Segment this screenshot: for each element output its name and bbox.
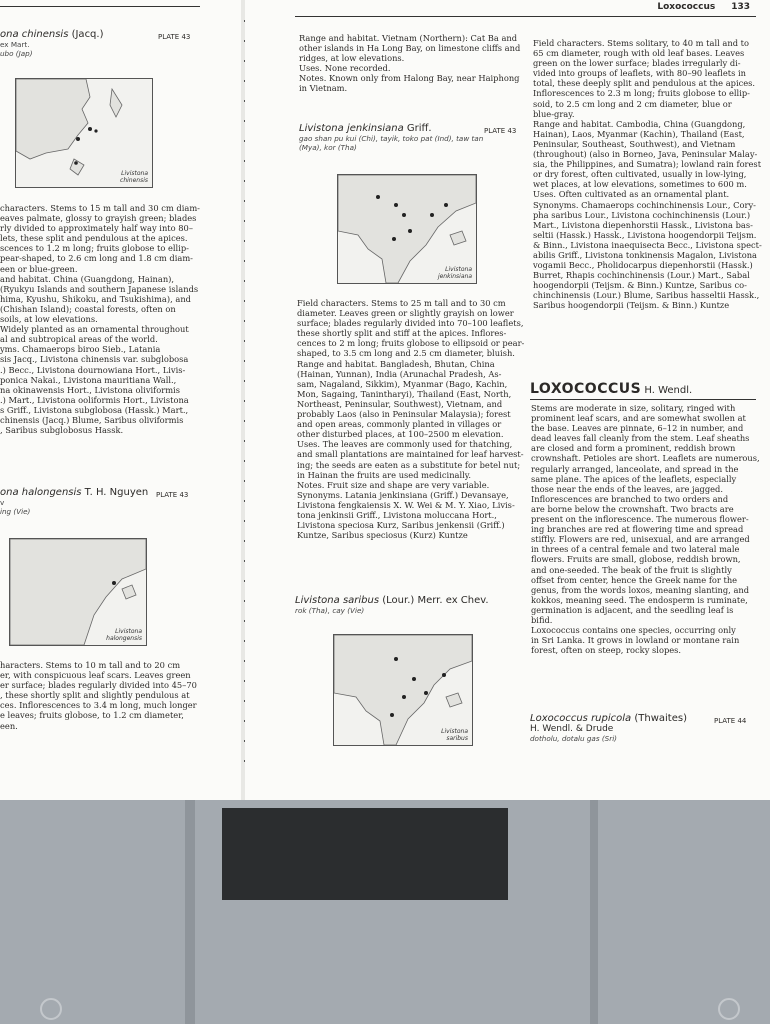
text-line: prominent leaf scars, and are somewhat swollen at	[531, 413, 746, 424]
text-line: lets, these split and pendulous at the apices.	[0, 233, 188, 244]
text-line: kokkos, meaning seed. The endosperm is ruminate,	[531, 594, 748, 605]
text-line: yms. Chamaerops biroo Sieb., Latania	[0, 344, 161, 355]
text-line: sis Jacq., Livistona chinensis var. subglobosa	[0, 354, 189, 365]
text-line: Notes. Known only from Halong Bay, near Haiphong	[299, 73, 520, 84]
text-line: scences to 1.2 m long; fruits globose to ellip-	[0, 243, 189, 254]
text-line: (Ryukyu Islands and southern Japanese islands	[0, 283, 199, 294]
text-line: na okinawensis Hort., Livistona oliviformis	[0, 384, 180, 395]
species-author: (Lour.) Merr. ex Chev.	[379, 595, 489, 606]
text-line: (Hainan, Yunnan), India (Arunachal Pradesh, As-	[297, 368, 502, 379]
scanner-screw-icon	[718, 998, 740, 1020]
text-line: er, with conspicuous leaf scars. Leaves green	[0, 670, 191, 681]
text-line: 65 cm diameter, rough with old leaf bases. Leaves	[533, 48, 745, 59]
text-line: green on the lower surface; blades irregularly di-	[533, 58, 741, 69]
text-line: Mon, Sagaing, Tanintharyi), Thailand (East, North,	[297, 388, 512, 399]
text-line: Loxococcus contains one species, occurring only	[531, 625, 736, 636]
text-line: (Chishan Island); coastal forests, often on	[0, 303, 176, 314]
text-line: probably Laos (also in Peninsular Malaysia); forest	[297, 409, 511, 420]
text-line: & Binn., Livistona inaequisecta Becc., Livistona spect-	[533, 239, 762, 250]
text-line: in threes of a central female and two lateral male	[531, 544, 740, 555]
species-author: Griff.	[403, 123, 432, 134]
species-name: ona halongensis	[0, 487, 82, 498]
left-page	[0, 0, 243, 800]
text-line: diameter. Leaves green or slightly grayish on lower	[297, 308, 514, 319]
text-line: Saribus hoogendorpii (Teijsm. & Binn.) Kuntze	[533, 300, 730, 311]
species-name: Livistona saribus	[295, 595, 380, 606]
scanner-screw-icon	[40, 998, 62, 1020]
distribution-map	[15, 78, 153, 188]
vernacular-names: ing (Vie)	[0, 507, 31, 517]
text-line: Livistona fengkaiensis X. W. Wei & M. Y. Xiao, Livis-	[297, 499, 515, 510]
text-line: Burret, Rhapis cochinchinensis (Lour.) Mart., Sabal	[533, 270, 750, 281]
text-line: Peninsular, Southeast, Southwest), and Vietnam	[533, 138, 736, 149]
text-line: dead leaves fall cleanly from the stem. Leaf sheaths	[531, 433, 750, 444]
text-line: ces. Inflorescences to 3.4 m long, much longer	[0, 700, 197, 711]
vernacular-names: ubo (Jap)	[0, 49, 33, 59]
text-line: pear-shaped, to 2.6 cm long and 1.8 cm diam-	[0, 253, 193, 264]
text-line: other islands in Ha Long Bay, on limestone cliffs and	[299, 43, 521, 54]
species-heading-chinensis	[0, 30, 150, 58]
species-description-saribus	[533, 38, 762, 311]
text-line: Notes. Fruit size and shape are very variable.	[297, 479, 490, 490]
genus-author: H. Wendl.	[641, 385, 693, 396]
text-line: (throughout) (also in Borneo, Java, Peninsular Malay-	[533, 149, 758, 160]
text-line: the base. Leaves are pinnate, 6–12 in number, and	[531, 423, 744, 434]
vernacular-names: gao shan pu kui (Chi), tayik, toko pat (Ind), taw tan	[299, 134, 484, 144]
text-line: crownshaft. Petioles are short. Leaflets are numerous,	[531, 453, 760, 464]
species-name: Livistona jenkinsiana	[299, 123, 404, 134]
map-caption: Livistona chinensis	[120, 170, 148, 184]
distribution-map	[333, 634, 473, 746]
text-line: ing branches are red at flowering time and spread	[531, 524, 744, 535]
text-line: pha saribus Lour., Livistona cochinchinensis (Lour.)	[533, 209, 751, 220]
species-author-line: ex Mart.	[0, 40, 30, 50]
text-line: , Saribus subglobosus Hassk.	[0, 425, 124, 436]
vernacular-names: (Mya), kor (Tha)	[299, 143, 357, 153]
text-line: and small plantations are maintained for leaf harvest-	[297, 449, 524, 460]
scanner-bed	[0, 800, 770, 1024]
species-author: (Jacq.)	[68, 29, 104, 40]
text-line: , these shortly split and slightly pendulous at	[0, 690, 190, 701]
species-heading-saribus	[295, 596, 515, 615]
text-line: eaves palmate, glossy to grayish green; blades	[0, 213, 197, 224]
text-line: sam, Nagaland, Sikkim), Myanmar (Bago, Kachin,	[297, 378, 508, 389]
scanner-gap	[590, 800, 598, 1024]
species-heading-halongensis	[0, 488, 160, 516]
text-line: hoogendorpii (Teijsm. & Binn.) Kuntze, Saribus co-	[533, 280, 747, 291]
text-line: other disturbed places, at 100–2500 m elevation.	[297, 429, 504, 440]
plate-ref: PLATE 43	[484, 127, 517, 135]
text-line: Uses. None recorded.	[299, 63, 391, 74]
text-line: stiffly. Flowers are red, unisexual, and are arranged	[531, 534, 750, 545]
text-line: shaped, to 3.5 cm long and 2.5 cm diameter, bluish.	[297, 348, 515, 359]
running-header	[657, 2, 750, 12]
text-line: haracters. Stems to 10 m tall and to 20 cm	[0, 660, 181, 670]
text-line: surface; blades regularly divided into 70–100 leaflets,	[297, 318, 524, 329]
text-line: Northeast, Peninsular, Southwest), Vietnam, and	[297, 398, 503, 409]
text-line: Synonyms. Chamaerops cochinchinensis Lour., Cory-	[533, 199, 756, 210]
text-line: those near the ends of the leaves, are jagged.	[531, 483, 723, 494]
text-line: Stems are moderate in size, solitary, ringed with	[531, 403, 736, 413]
plate-ref: PLATE 43	[156, 491, 189, 499]
species-author: T. H. Nguyen	[81, 487, 149, 498]
running-title: Loxococcus	[657, 2, 716, 12]
text-line: Range and habitat. Vietnam (Northern): Cat Ba and	[299, 33, 518, 43]
text-line: seltii (Hassk.) Hassk., Livistona hoogendorpii Teijsm.	[533, 229, 757, 240]
text-line: Range and habitat. Bangladesh, Bhutan, China	[297, 358, 495, 369]
species-author: (Thwaites)	[631, 713, 687, 724]
rule	[0, 6, 200, 7]
text-line: cences to 2 m long; fruits globose to ellipsoid or pear-	[297, 338, 525, 349]
text-line: Field characters. Stems to 25 m tall and to 30 cm	[297, 298, 506, 308]
genus-description	[531, 403, 761, 655]
text-line: een or blue-green.	[0, 263, 78, 274]
text-line: ridges, at low elevations.	[299, 53, 405, 64]
text-line: chinchinensis (Lour.) Blume, Saribus hasseltii Hassk.,	[533, 290, 760, 301]
text-line: bifid.	[531, 614, 553, 625]
text-line: Synonyms. Latania jenkinsiana (Griff.) Devansaye,	[297, 489, 509, 500]
map-caption: Livistona saribus	[441, 728, 468, 742]
text-line: regularly arranged, lanceolate, and spread in the	[531, 463, 739, 474]
distribution-map	[9, 538, 147, 646]
text-line: in Sri Lanka. It grows in lowland or montane rain	[531, 635, 740, 646]
map-caption: Livistona jenkinsiana	[437, 266, 472, 280]
text-line: ponica Nakai., Livistona mauritiana Wall.,	[0, 374, 177, 385]
scanner-gap	[185, 800, 195, 1024]
text-line: vogamii Becc., Pholidocarpus diepenhorstii (Hassk.)	[533, 260, 753, 271]
map-caption: Livistona halongensis	[106, 628, 142, 642]
text-line: Range and habitat. Cambodia, China (Guangdong,	[533, 118, 746, 129]
text-line: and open areas, commonly planted in villages or	[297, 419, 502, 430]
text-line: in Hainan the fruits are used medicinally.	[297, 469, 472, 480]
text-line: these shortly split and stiff at the apices. Inflores-	[297, 328, 507, 339]
scanner-slot	[222, 808, 508, 900]
vernacular-names: rok (Tha), cay (Vie)	[295, 606, 365, 616]
text-line: .) Mart., Livistona ooliformis Hort., Livistona	[0, 394, 189, 405]
text-line: Livistona speciosa Kurz, Saribus jenkensii (Griff.)	[297, 520, 505, 531]
text-line: chinensis (Jacq.) Blume, Saribus oliviformis	[0, 414, 184, 425]
text-line: are borne below the crownshaft. Two bracts are	[531, 503, 734, 514]
text-line: e leaves; fruits globose, to 1.2 cm diameter,	[0, 710, 184, 721]
species-description-halongensis	[0, 660, 200, 731]
text-line: sia, the Philippines, and Sumatra); lowland rain forest	[533, 159, 762, 170]
text-line: same plane. The apices of the leaflets, especially	[531, 473, 737, 484]
text-line: offset from center, hence the Greek name for the	[531, 574, 738, 585]
plate-ref: PLATE 44	[714, 717, 747, 725]
text-line: or dry forest, often cultivated, usually in low-lying,	[533, 169, 747, 180]
text-line: total, these deeply split and pendulous at the apices.	[533, 78, 756, 89]
text-line: .) Becc., Livistona dournowiana Hort., Livis-	[0, 364, 186, 375]
page-number: 133	[731, 2, 750, 12]
species-heading-rupicola	[530, 714, 710, 743]
text-line: genus, from the words loxos, meaning slanting, and	[531, 584, 750, 595]
species-description-jenkinsiana	[297, 298, 525, 541]
text-line: Inflorescences are branched to two orders and	[531, 493, 729, 504]
text-line: Widely planted as an ornamental throughout	[0, 324, 189, 335]
text-line: al and subtropical areas of the world.	[0, 334, 158, 345]
text-line: hima, Kyushu, Shikoku, and Tsukishima), and	[0, 293, 191, 304]
text-line: in Vietnam.	[299, 83, 348, 94]
plate-ref: PLATE 43	[158, 33, 191, 41]
text-line: ing; the seeds are eaten as a substitute for betel nut;	[297, 459, 521, 470]
text-line: characters. Stems to 15 m tall and 30 cm diam-	[0, 203, 200, 213]
species-author-line: v	[0, 498, 5, 508]
text-line: Field characters. Stems solitary, to 40 m tall and to	[533, 38, 749, 48]
genus-heading	[530, 378, 756, 400]
genus-name: LOXOCOCCUS	[530, 381, 642, 397]
text-line: vided into groups of leaflets, with 80–90 leaflets in	[533, 68, 746, 79]
text-line: forest, often on steep, rocky slopes.	[531, 645, 682, 656]
text-line: and habitat. China (Guangdong, Hainan),	[0, 273, 175, 284]
text-line: s Griff., Livistona subglobosa (Hassk.) Mart.,	[0, 404, 189, 415]
text-line: rly divided to approximately half way into 80–	[0, 223, 193, 234]
text-line: Inflorescences to 2.3 m long; fruits globose to ellip-	[533, 88, 750, 99]
text-line: wet places, at low elevations, sometimes to 600 m.	[533, 179, 747, 190]
species-description-chinensis	[0, 203, 200, 435]
text-line: Uses. Often cultivated as an ornamental plant.	[533, 189, 730, 200]
text-line: blue-gray.	[533, 108, 575, 119]
text-line: soils, at low elevations.	[0, 314, 98, 325]
vernacular-names: dotholu, dotalu gas (Sri)	[530, 734, 617, 744]
species-name: ona chinensis	[0, 29, 69, 40]
text-line: Hainan), Laos, Myanmar (Kachin), Thailand (East,	[533, 128, 745, 139]
species-name: Loxococcus rupicola	[530, 713, 632, 724]
species-author-line: H. Wendl. & Drude	[530, 724, 614, 735]
text-line: soid, to 2.5 cm long and 2 cm diameter, blue or	[533, 98, 732, 109]
range-habitat-halongensis	[299, 33, 521, 94]
rule	[295, 16, 756, 17]
text-line: germination is adjacent, and the seedling leaf is	[531, 604, 734, 615]
text-line: Uses. The leaves are commonly used for thatching,	[297, 439, 513, 450]
text-line: and one-seeded. The beak of the fruit is slightly	[531, 564, 732, 575]
text-line: present on the inflorescence. The numerous flower-	[531, 514, 749, 525]
text-line: are closed and form a prominent, reddish brown	[531, 443, 736, 454]
text-line: flowers. Fruits are small, globose, reddish brown,	[531, 554, 741, 565]
text-line: abilis Griff., Livistona tonkinensis Magalon, Livistona	[533, 249, 757, 260]
text-line: een.	[0, 720, 18, 731]
text-line: er surface; blades regularly divided into 45–70	[0, 680, 197, 691]
distribution-map	[337, 174, 477, 284]
text-line: Kuntze, Saribus speciosus (Kurz) Kuntze	[297, 530, 468, 541]
text-line: tona jenkinsii Griff., Livistona moluccana Hort.,	[297, 509, 497, 520]
text-line: Mart., Livistona diepenhorstii Hassk., Livistona bas-	[533, 219, 753, 230]
